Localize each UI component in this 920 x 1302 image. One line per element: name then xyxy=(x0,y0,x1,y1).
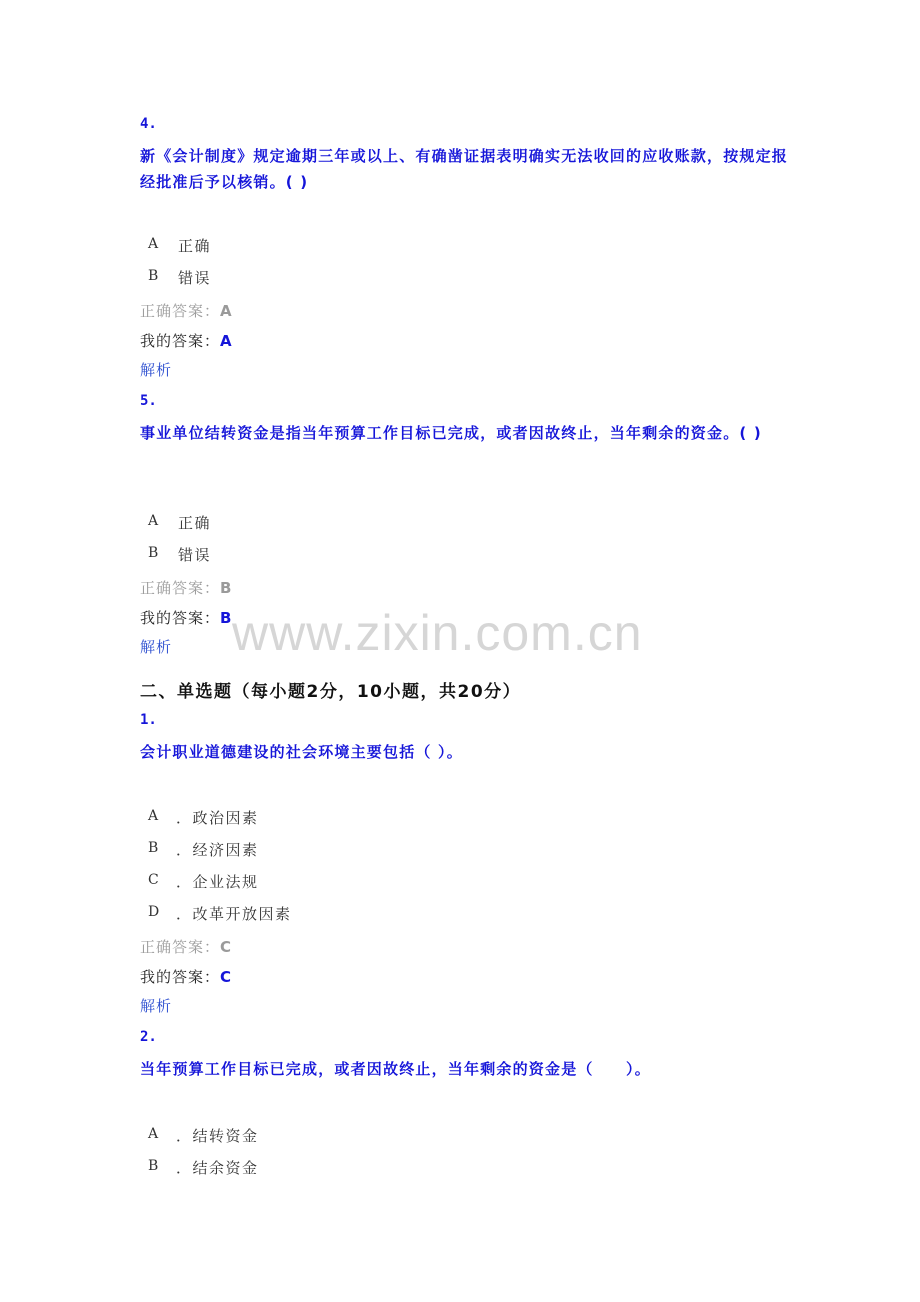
correct-answer xyxy=(140,936,232,957)
watermark: www.zixin.com.cn xyxy=(232,605,643,661)
my-answer-value: B xyxy=(220,609,233,627)
correct-answer-label: 正确答案： xyxy=(140,302,221,320)
option-letter: B xyxy=(148,840,159,856)
option-letter: B xyxy=(148,268,159,284)
section-title: 二、单选题（每小题2分，10小题，共20分） xyxy=(140,682,522,702)
correct-answer xyxy=(140,300,233,321)
option-letter: B xyxy=(148,1158,159,1174)
option-text[interactable]: ．改革开放因素 xyxy=(176,905,292,923)
question-number: 4. xyxy=(140,116,157,132)
my-answer-label: 我的答案： xyxy=(140,968,221,986)
correct-answer-label: 正确答案： xyxy=(140,938,221,956)
my-answer xyxy=(140,330,233,351)
my-answer-value: C xyxy=(220,968,233,986)
question-number: 2. xyxy=(140,1029,157,1045)
option-letter: B xyxy=(148,545,159,561)
my-answer-value: A xyxy=(220,332,233,350)
correct-answer xyxy=(140,577,232,598)
option-letter: C xyxy=(148,872,159,888)
option-text[interactable]: ．结转资金 xyxy=(176,1127,259,1145)
option-text[interactable]: 错误 xyxy=(178,269,212,287)
question-text: 新《会计制度》规定逾期三年或以上、有确凿证据表明确实无法收回的应收账款，按规定报经批准后予以核销。( ) xyxy=(140,147,789,191)
correct-answer-label: 正确答案： xyxy=(140,579,221,597)
option-text[interactable]: ．企业法规 xyxy=(176,873,259,891)
option-letter: D xyxy=(148,904,160,920)
analysis-link[interactable]: 解析 xyxy=(140,361,173,379)
correct-answer-value: C xyxy=(220,938,233,956)
question-text: 事业单位结转资金是指当年预算工作目标已完成，或者因故终止，当年剩余的资金。( ) xyxy=(140,424,762,442)
option-text[interactable]: 正确 xyxy=(178,514,212,532)
option-letter: A xyxy=(148,236,159,252)
option-text[interactable]: ．结余资金 xyxy=(176,1159,259,1177)
my-answer-label: 我的答案： xyxy=(140,609,221,627)
option-text[interactable]: 正确 xyxy=(178,237,212,255)
option-text[interactable]: ．经济因素 xyxy=(176,841,259,859)
my-answer xyxy=(140,966,232,987)
correct-answer-value: B xyxy=(220,579,233,597)
analysis-link[interactable]: 解析 xyxy=(140,638,173,656)
question-text: 会计职业道德建设的社会环境主要包括（ ）。 xyxy=(140,743,463,761)
option-letter: A xyxy=(148,808,159,824)
option-text[interactable]: ．政治因素 xyxy=(176,809,259,827)
my-answer xyxy=(140,607,232,628)
option-letter: A xyxy=(148,1126,159,1142)
question-text: 当年预算工作目标已完成，或者因故终止，当年剩余的资金是（ ）。 xyxy=(140,1060,651,1078)
option-letter: A xyxy=(148,513,159,529)
question-number: 5. xyxy=(140,393,157,409)
question-number: 1. xyxy=(140,712,157,728)
my-answer-label: 我的答案： xyxy=(140,332,221,350)
analysis-link[interactable]: 解析 xyxy=(140,997,173,1015)
correct-answer-value: A xyxy=(220,302,233,320)
option-text[interactable]: 错误 xyxy=(178,546,212,564)
